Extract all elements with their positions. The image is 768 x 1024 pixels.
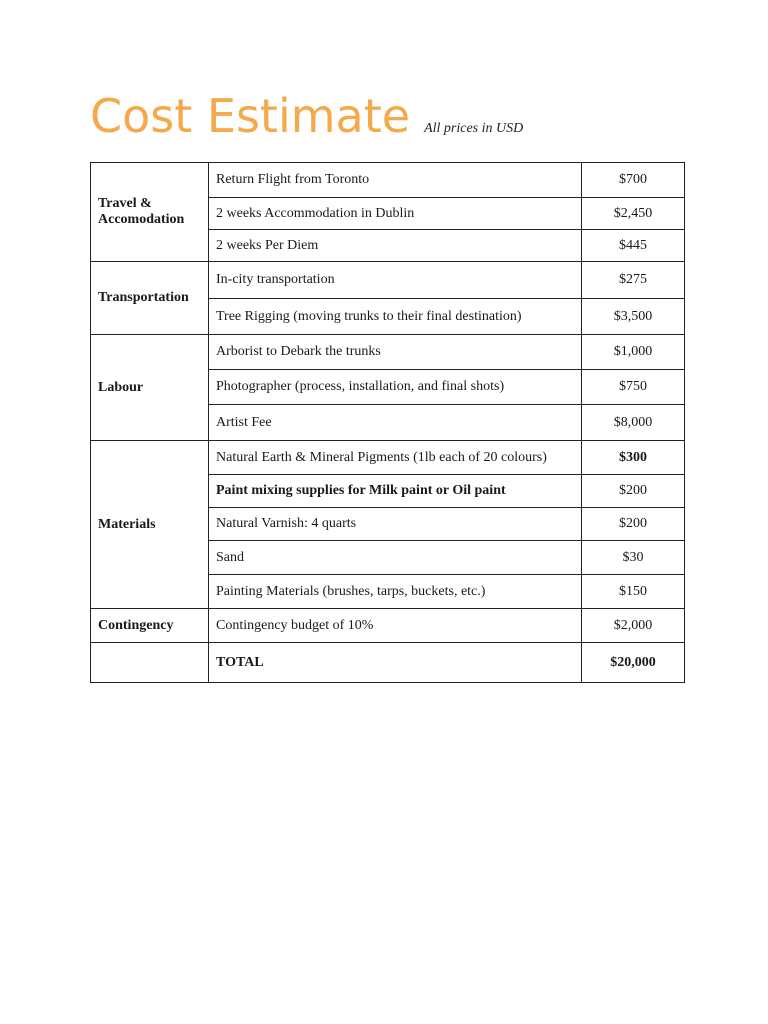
item-description: Artist Fee bbox=[209, 405, 582, 441]
item-description: Contingency budget of 10% bbox=[209, 609, 582, 643]
item-description: Paint mixing supplies for Milk paint or Oil paint bbox=[209, 475, 582, 508]
category-travel: Travel & Accomodation bbox=[91, 163, 209, 262]
item-description: Natural Earth & Mineral Pigments (1lb each of 20 colours) bbox=[209, 441, 582, 475]
item-amount: $445 bbox=[582, 230, 685, 262]
table-row bbox=[91, 163, 685, 198]
table-row bbox=[91, 262, 685, 299]
item-amount: $8,000 bbox=[582, 405, 685, 441]
item-description: Sand bbox=[209, 541, 582, 575]
document-header bbox=[90, 90, 523, 143]
total-amount: $20,000 bbox=[582, 643, 685, 683]
total-category-empty bbox=[91, 643, 209, 683]
item-amount: $3,500 bbox=[582, 299, 685, 335]
item-amount: $2,450 bbox=[582, 198, 685, 230]
item-amount: $275 bbox=[582, 262, 685, 299]
item-description: Photographer (process, installation, and final shots) bbox=[209, 370, 582, 405]
item-description: Painting Materials (brushes, tarps, buckets, etc.) bbox=[209, 575, 582, 609]
item-description: 2 weeks Per Diem bbox=[209, 230, 582, 262]
category-materials: Materials bbox=[91, 441, 209, 609]
item-amount: $750 bbox=[582, 370, 685, 405]
item-amount: $200 bbox=[582, 475, 685, 508]
table-row bbox=[91, 441, 685, 475]
item-amount: $1,000 bbox=[582, 335, 685, 370]
item-amount: $30 bbox=[582, 541, 685, 575]
item-amount: $200 bbox=[582, 508, 685, 541]
item-amount: $700 bbox=[582, 163, 685, 198]
item-description: Return Flight from Toronto bbox=[209, 163, 582, 198]
item-description: 2 weeks Accommodation in Dublin bbox=[209, 198, 582, 230]
table-row bbox=[91, 609, 685, 643]
total-label: TOTAL bbox=[209, 643, 582, 683]
item-amount: $2,000 bbox=[582, 609, 685, 643]
item-amount: $300 bbox=[582, 441, 685, 475]
total-row bbox=[91, 643, 685, 683]
category-contingency: Contingency bbox=[91, 609, 209, 643]
category-labour: Labour bbox=[91, 335, 209, 441]
table-row bbox=[91, 335, 685, 370]
currency-note: All prices in USD bbox=[424, 121, 524, 136]
item-description: Tree Rigging (moving trunks to their final destination) bbox=[209, 299, 582, 335]
item-description: Natural Varnish: 4 quarts bbox=[209, 508, 582, 541]
category-transportation: Transportation bbox=[91, 262, 209, 335]
item-description: Arborist to Debark the trunks bbox=[209, 335, 582, 370]
cost-table bbox=[90, 162, 685, 683]
item-amount: $150 bbox=[582, 575, 685, 609]
item-description: In-city transportation bbox=[209, 262, 582, 299]
page-title: Cost Estimate bbox=[90, 89, 411, 143]
